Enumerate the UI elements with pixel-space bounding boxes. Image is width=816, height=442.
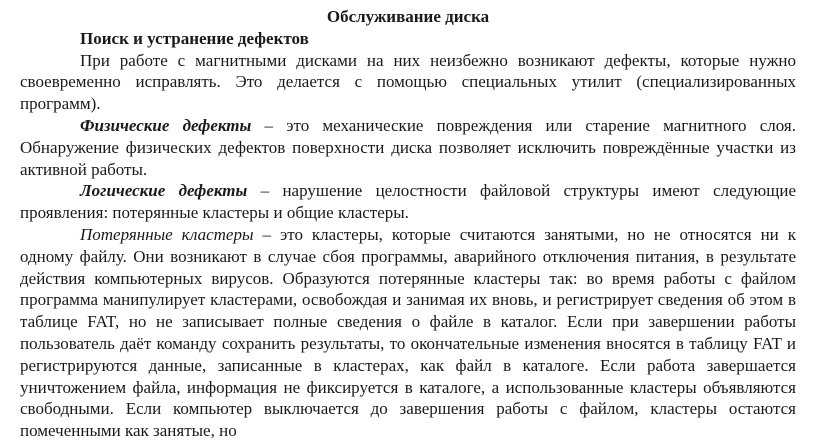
lost-clusters-paragraph [20,224,796,442]
document-page [20,6,796,442]
intro-text: При работе с магнитными дисками на них неизбежно возникают дефекты, которые нужно своевременно исправлять. Это делается с помощью специальных утилит (специализированных программ). [20,50,796,114]
physical-defects-paragraph [20,115,796,180]
logical-defects-term: Логические дефекты [80,181,248,201]
document-title: Обслуживание диска [326,7,490,26]
lost-clusters-text: – это кластеры, которые считаются занятыми, но не относятся ни к одному файлу. Они возникают в случае сбоя программы, аварийного отключения питания, в результате действия компьютерных вирусов. Образуются потерянные кластеры так: во время работы с файлом программа манипулирует кластерами, освобождая и занимая их вновь, и регистрирует сведения об этом в таблице FAT, но не записывает полные сведения о файле в каталог. Если при завершении работы пользователь даёт команду сохранить результаты, то окончательные изменения вносятся в таблицу FAT и регистрируются данные, записанные в кластерах, как файл в каталоге. Если работа завершается уничтожением файла, информация не фиксируется в каталоге, а использованные кластеры объявляются свободными. Если компьютер выключается до завершения работы с файлом, кластеры остаются помеченными как занятые, но [20,224,797,441]
logical-defects-text: – нарушение целостности файловой структуры имеют следующие проявления: потерянные кластеры и общие кластеры. [20,181,796,223]
physical-defects-term: Физические дефекты [80,115,252,135]
physical-defects-text: – это механические повреждения или старение магнитного слоя. Обнаружение физических дефектов поверхности диска позволяет исключить повреждённые участки из активной работы. [20,115,796,179]
logical-defects-paragraph [20,180,796,224]
intro-paragraph [20,50,796,115]
lost-clusters-term: Потерянные кластеры [80,224,254,244]
section-heading: Поиск и устранение дефектов [80,28,309,48]
